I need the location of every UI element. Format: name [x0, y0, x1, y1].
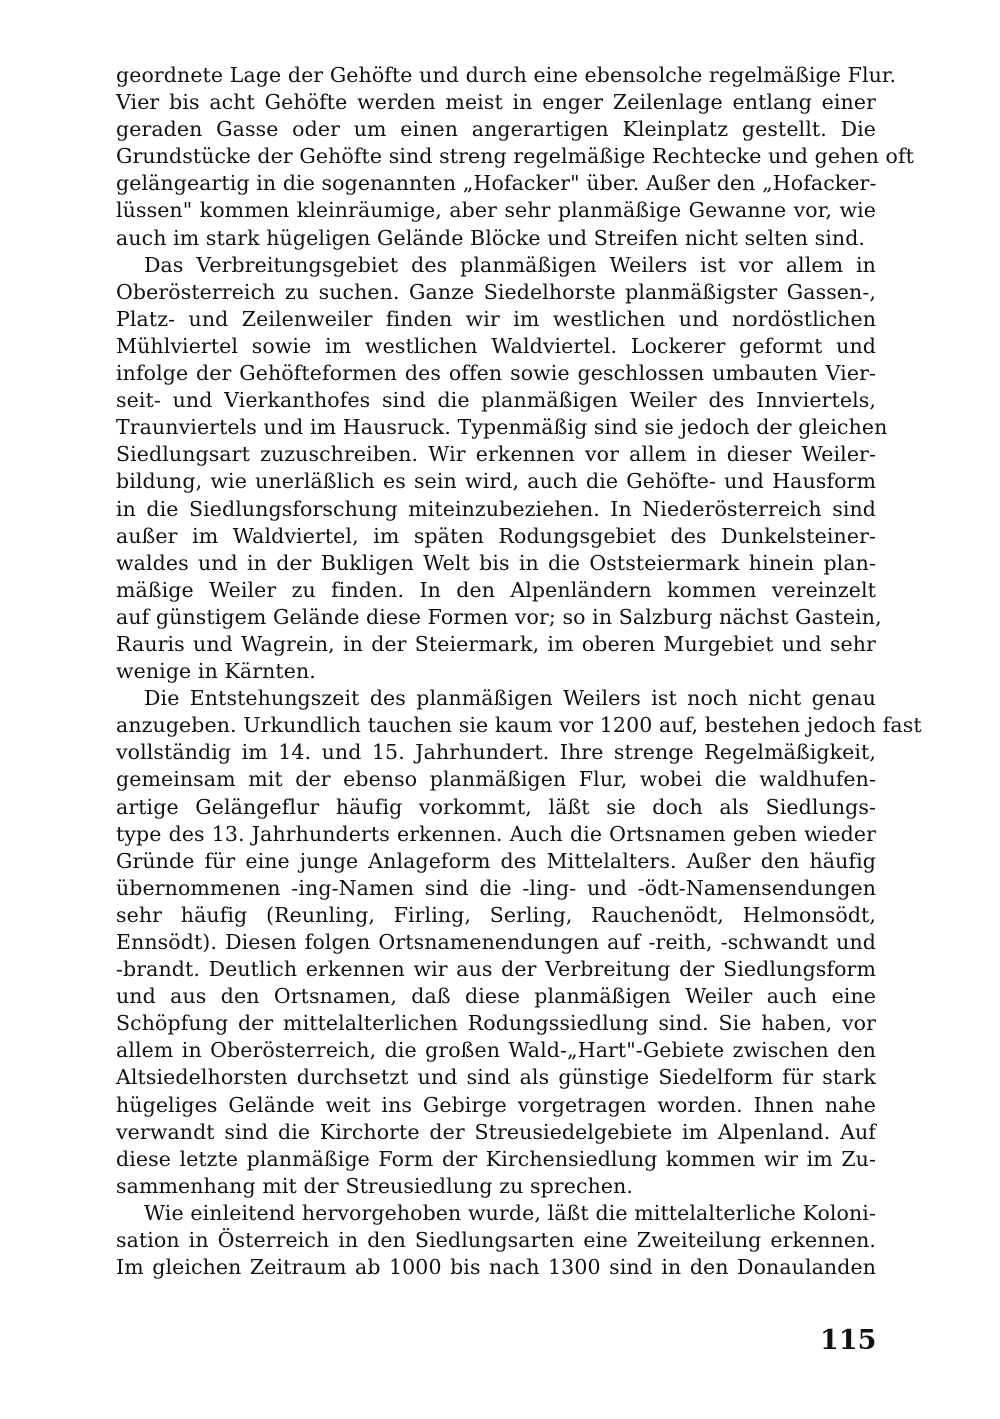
text-line: Traunviertels und im Hausruck. Typenmäßig sind sie jedoch der gleichen: [116, 415, 888, 440]
text-line: Grundstücke der Gehöfte sind streng regelmäßige Rechtecke und gehen oft: [116, 144, 914, 169]
text-line: Gründe für eine junge Anlageform des Mittelalters. Außer den häufig: [116, 848, 876, 873]
text-line: Mühlviertel sowie im westlichen Waldviertel. Lockerer geformt und: [116, 333, 876, 358]
text-line: hügeliges Gelände weit ins Gebirge vorgetragen worden. Ihnen nahe: [116, 1092, 876, 1117]
text-line: Altsiedelhorsten durchsetzt und sind als günstige Siedelform für stark: [116, 1065, 876, 1090]
paragraph-3: [116, 685, 922, 1200]
text-line: übernommenen -ing-Namen sind die -ling- und -ödt-Namensendungen: [116, 875, 876, 900]
text-line: seit- und Vierkanthofes sind die planmäßigen Weiler des Innviertels,: [116, 388, 876, 413]
text-line: Rauris und Wagrein, in der Steiermark, im oberen Murgebiet und sehr: [116, 631, 876, 656]
text-line: in die Siedlungsforschung miteinzubeziehen. In Niederösterreich sind: [116, 496, 876, 521]
text-line: Schöpfung der mittelalterlichen Rodungssiedlung sind. Sie haben, vor: [116, 1011, 876, 1036]
text-line: sation in Österreich in den Siedlungsarten eine Zweiteilung erkennen.: [116, 1228, 876, 1253]
text-line: wenige in Kärnten.: [116, 659, 316, 684]
text-line: Oberösterreich zu suchen. Ganze Siedelhorste planmäßigster Gassen-,: [116, 279, 876, 304]
text-line: gelängeartig in die sogenannten „Hofacker" über. Außer den „Hofacker-: [116, 171, 877, 196]
text-line: mäßige Weiler zu finden. In den Alpenländern kommen vereinzelt: [116, 577, 876, 602]
text-line: lüssen" kommen kleinräumige, aber sehr planmäßige Gewanne vor, wie: [116, 198, 876, 223]
text-line: Die Entstehungszeit des planmäßigen Weilers ist noch nicht genau: [144, 686, 876, 711]
text-line: sehr häufig (Reunling, Firling, Serling, Rauchenödt, Helmonsödt,: [116, 902, 876, 927]
text-line: infolge der Gehöfteformen des offen sowie geschlossen umbauten Vier-: [116, 361, 876, 386]
text-line: Ennsödt). Diesen folgen Ortsnamenendungen auf -reith, -schwandt und: [116, 930, 876, 954]
text-line: auch im stark hügeligen Gelände Blöcke und Streifen nicht selten sind.: [116, 225, 866, 250]
text-line: geordnete Lage der Gehöfte und durch eine ebensolche regelmäßige Flur.: [116, 63, 897, 87]
text-line: geraden Gasse oder um einen angerartigen Kleinplatz gestellt. Die: [116, 117, 876, 142]
text-line: verwandt sind die Kirchorte der Streusiedelgebiete im Alpenland. Auf: [116, 1119, 876, 1144]
text-line: waldes und in der Bukligen Welt bis in die Oststeiermark hinein plan-: [116, 550, 876, 575]
text-line: -brandt. Deutlich erkennen wir aus der Verbreitung der Siedlungsform: [116, 957, 876, 982]
text-line: Wie einleitend hervorgehoben wurde, läßt die mittelalterliche Koloni-: [144, 1200, 876, 1225]
text-line: gemeinsam mit der ebenso planmäßigen Flur, wobei die waldhufen-: [116, 767, 876, 792]
text-line: allem in Oberösterreich, die großen Wald-„Hart"-Gebiete zwischen den: [116, 1038, 876, 1063]
text-line: Siedlungsart zuzuschreiben. Wir erkennen vor allem in dieser Weiler-: [116, 442, 876, 467]
page-text-body: [116, 62, 922, 1281]
text-line: und aus den Ortsnamen, daß diese planmäßigen Weiler auch eine: [116, 984, 876, 1009]
paragraph-2: [116, 252, 888, 686]
page-number: 115: [820, 1325, 877, 1356]
text-line: diese letzte planmäßige Form der Kirchensiedlung kommen wir im Zu-: [116, 1146, 876, 1171]
text-line: type des 13. Jahrhunderts erkennen. Auch die Ortsnamen geben wieder: [116, 821, 876, 846]
text-line: anzugeben. Urkundlich tauchen sie kaum vor 1200 auf, bestehen jedoch fast: [116, 713, 922, 738]
text-line: Das Verbreitungsgebiet des planmäßigen Weilers ist vor allem in: [144, 252, 876, 277]
text-line: vollständig im 14. und 15. Jahrhundert. Ihre strenge Regelmäßigkeit,: [116, 740, 876, 765]
paragraph-4: [116, 1200, 876, 1281]
text-line: artige Gelängeflur häufig vorkommt, läßt sie doch als Siedlungs-: [116, 794, 876, 819]
text-line: bildung, wie unerläßlich es sein wird, auch die Gehöfte- und Hausform: [116, 469, 876, 494]
text-line: auf günstigem Gelände diese Formen vor; so in Salzburg nächst Gastein,: [116, 604, 882, 629]
text-line: Platz- und Zeilenweiler finden wir im westlichen und nordöstlichen: [116, 306, 876, 331]
paragraph-1: [116, 62, 914, 252]
text-line: sammenhang mit der Streusiedlung zu sprechen.: [116, 1173, 634, 1198]
text-line: Vier bis acht Gehöfte werden meist in enger Zeilenlage entlang einer: [116, 90, 876, 115]
text-line: außer im Waldviertel, im späten Rodungsgebiet des Dunkelsteiner-: [116, 523, 876, 548]
text-line: Im gleichen Zeitraum ab 1000 bis nach 1300 sind in den Donaulanden: [116, 1255, 876, 1280]
